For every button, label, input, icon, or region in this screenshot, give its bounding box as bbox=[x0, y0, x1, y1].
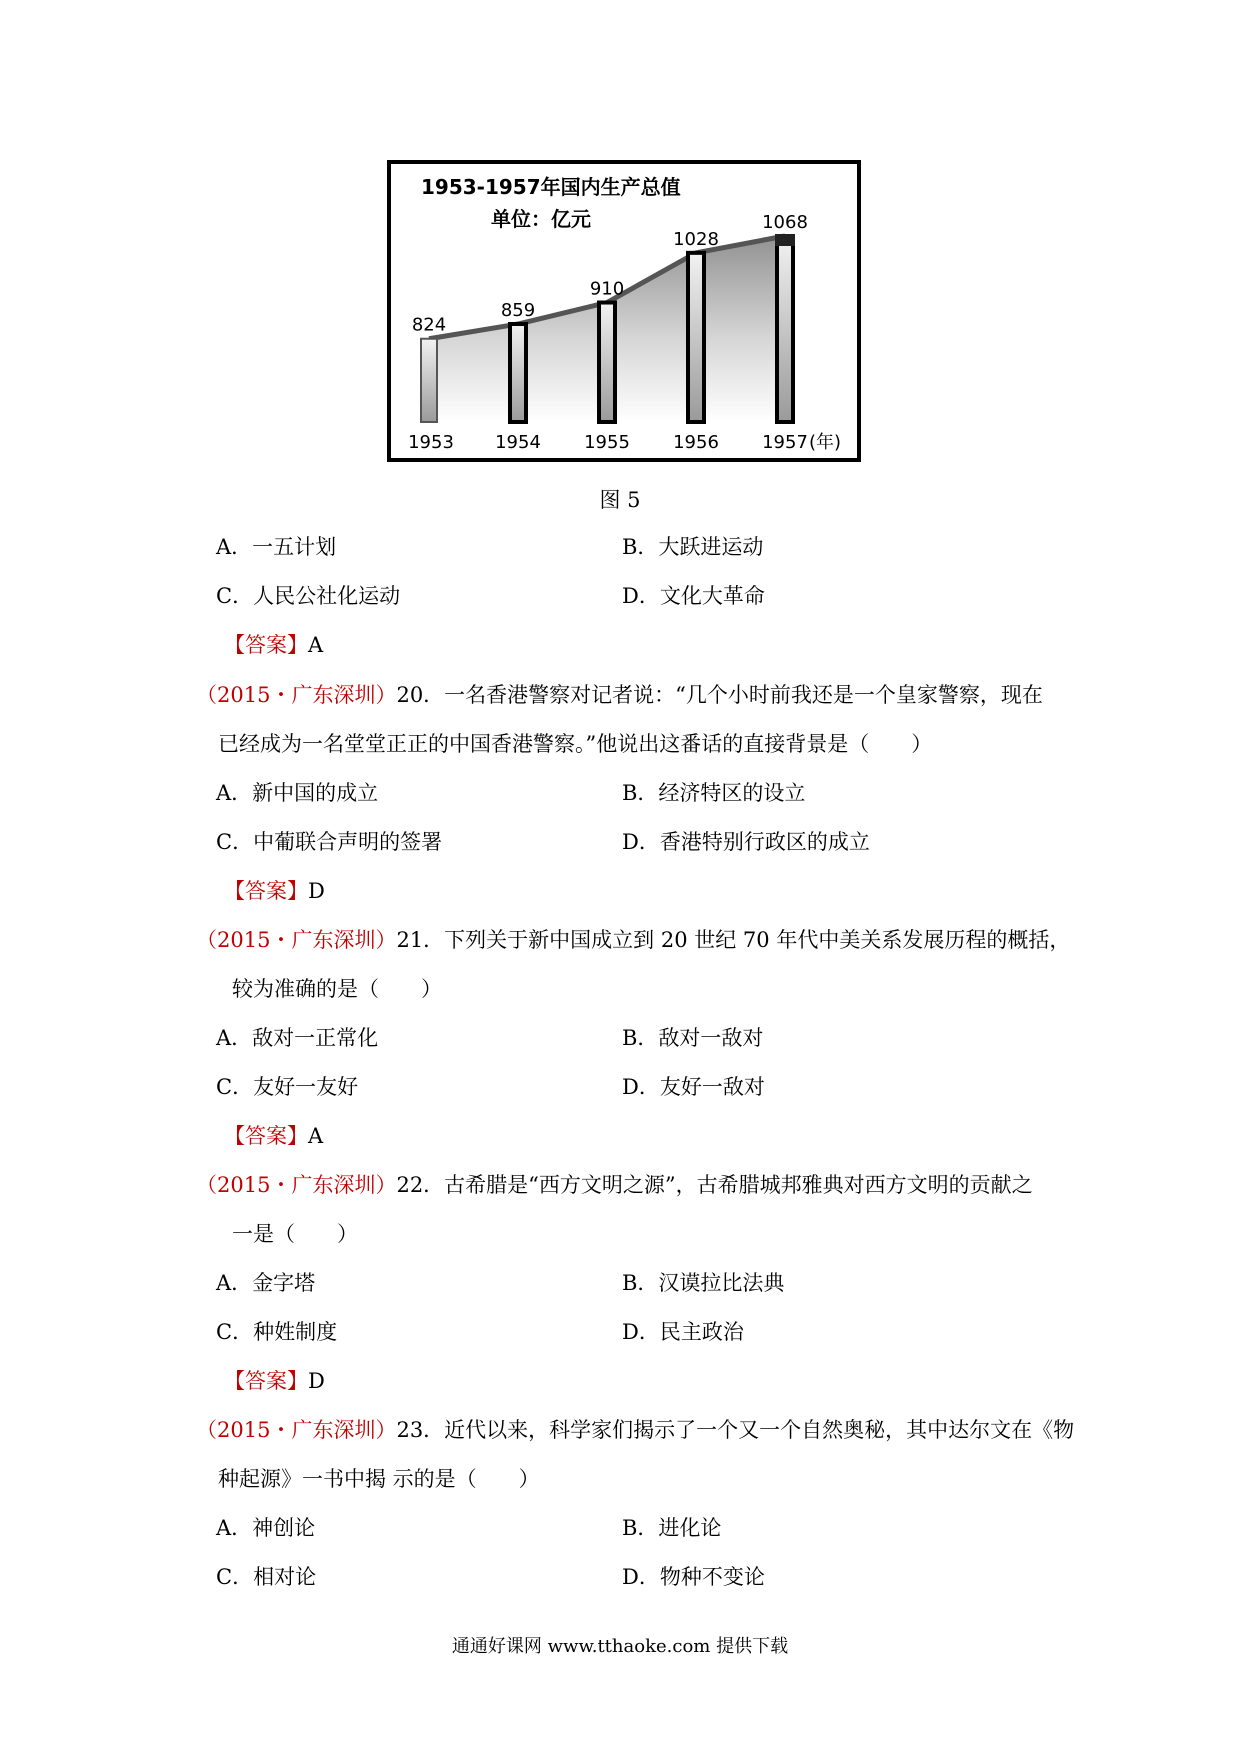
q21-line-1 bbox=[196, 925, 1070, 955]
q20-text-2: 已经成为一名堂堂正正的中国香港警察。”他说出这番话的直接背景是（ ） bbox=[218, 732, 933, 756]
q22-option-c: C．种姓制度 bbox=[216, 1320, 338, 1344]
bar-top-1957 bbox=[775, 234, 795, 246]
answer-label: 【答案】 bbox=[224, 633, 308, 657]
value-label-1955: 910 bbox=[589, 278, 625, 300]
q23-source: （2015・广东深圳） bbox=[196, 1418, 397, 1442]
q20-option-d: D．香港特别行政区的成立 bbox=[622, 830, 870, 854]
chart-title: 1953-1957年国内生产总值 bbox=[421, 175, 681, 199]
q21-option-a: A．敌对一正常化 bbox=[216, 1026, 379, 1050]
answer-label: 【答案】 bbox=[224, 1369, 308, 1393]
q22-line-1 bbox=[196, 1170, 1033, 1200]
tick-label-1956: 1956 bbox=[673, 432, 719, 453]
bar-1956 bbox=[688, 253, 704, 422]
value-label-1954: 859 bbox=[500, 299, 536, 321]
q21-answer bbox=[224, 1121, 323, 1151]
page-footer: 通通好课网 www.tthaoke.com 提供下载 bbox=[451, 1636, 789, 1657]
q21-option-c: C．友好一友好 bbox=[216, 1075, 359, 1099]
answer-label: 【答案】 bbox=[224, 1124, 308, 1148]
gdp-chart-svg bbox=[391, 164, 857, 458]
bar-1953 bbox=[421, 339, 437, 422]
q20-option-a: A．新中国的成立 bbox=[216, 781, 379, 805]
answer-value: D bbox=[308, 879, 325, 903]
q23-text-2: 种起源》一书中揭 示的是（ ） bbox=[218, 1467, 540, 1491]
q20-line-1 bbox=[196, 680, 1043, 710]
x-unit-label: (年) bbox=[809, 432, 842, 453]
q20-source: （2015・广东深圳） bbox=[196, 683, 397, 707]
q20-answer bbox=[224, 876, 325, 906]
tick-label-1953: 1953 bbox=[408, 432, 454, 453]
q22-source: （2015・广东深圳） bbox=[196, 1173, 397, 1197]
q23-option-d: D．物种不变论 bbox=[622, 1565, 765, 1589]
q22-option-a: A．金字塔 bbox=[216, 1271, 316, 1295]
q23-line-1 bbox=[196, 1415, 1074, 1445]
bar-1954 bbox=[510, 324, 526, 422]
q21-option-d: D．友好一敌对 bbox=[622, 1075, 765, 1099]
q23-option-a: A．神创论 bbox=[216, 1516, 316, 1540]
tick-label-1955: 1955 bbox=[584, 432, 630, 453]
value-label-1953: 824 bbox=[411, 314, 447, 336]
q23-option-b: B．进化论 bbox=[622, 1516, 722, 1540]
q22-text-2: 一是（ ） bbox=[232, 1222, 358, 1246]
q21-source: （2015・广东深圳） bbox=[196, 928, 397, 952]
q22-option-b: B．汉谟拉比法典 bbox=[622, 1271, 785, 1295]
q21-text-2: 较为准确的是（ ） bbox=[232, 977, 442, 1001]
q22-text-1: 22．古希腊是“西方文明之源”，古希腊城邦雅典对西方文明的贡献之 bbox=[396, 1173, 1033, 1197]
chart-subtitle: 单位：亿元 bbox=[491, 207, 591, 231]
answer-label: 【答案】 bbox=[224, 879, 308, 903]
q20-option-c: C．中葡联合声明的签署 bbox=[216, 830, 443, 854]
q20-text-1: 20．一名香港警察对记者说：“几个小时前我还是一个皇家警察，现在 bbox=[396, 683, 1043, 707]
q22-answer bbox=[224, 1366, 325, 1396]
value-label-1957: 1068 bbox=[762, 212, 808, 233]
q22-option-d: D．民主政治 bbox=[622, 1320, 744, 1344]
value-label-1956: 1028 bbox=[673, 228, 719, 250]
q19-option-c: C．人民公社化运动 bbox=[216, 584, 401, 608]
figure-caption: 图 5 bbox=[599, 488, 641, 512]
q23-option-c: C．相对论 bbox=[216, 1565, 317, 1589]
q21-text-1: 21．下列关于新中国成立到 20 世纪 70 年代中美关系发展历程的概括， bbox=[396, 928, 1071, 952]
q19-answer bbox=[224, 630, 323, 660]
bar-1957 bbox=[777, 236, 793, 422]
gdp-chart bbox=[387, 160, 861, 462]
answer-value: A bbox=[308, 633, 324, 657]
tick-label-1954: 1954 bbox=[495, 432, 541, 453]
q19-option-a: A．一五计划 bbox=[216, 535, 337, 559]
answer-value: A bbox=[308, 1124, 324, 1148]
q23-text-1: 23．近代以来，科学家们揭示了一个又一个自然奥秘，其中达尔文在《物 bbox=[396, 1418, 1075, 1442]
q21-option-b: B．敌对一敌对 bbox=[622, 1026, 764, 1050]
q20-option-b: B．经济特区的设立 bbox=[622, 781, 806, 805]
q19-option-d: D．文化大革命 bbox=[622, 584, 765, 608]
bar-1955 bbox=[599, 303, 615, 422]
q19-option-b: B．大跃进运动 bbox=[622, 535, 764, 559]
answer-value: D bbox=[308, 1369, 325, 1393]
tick-label-1957: 1957 bbox=[762, 432, 808, 453]
